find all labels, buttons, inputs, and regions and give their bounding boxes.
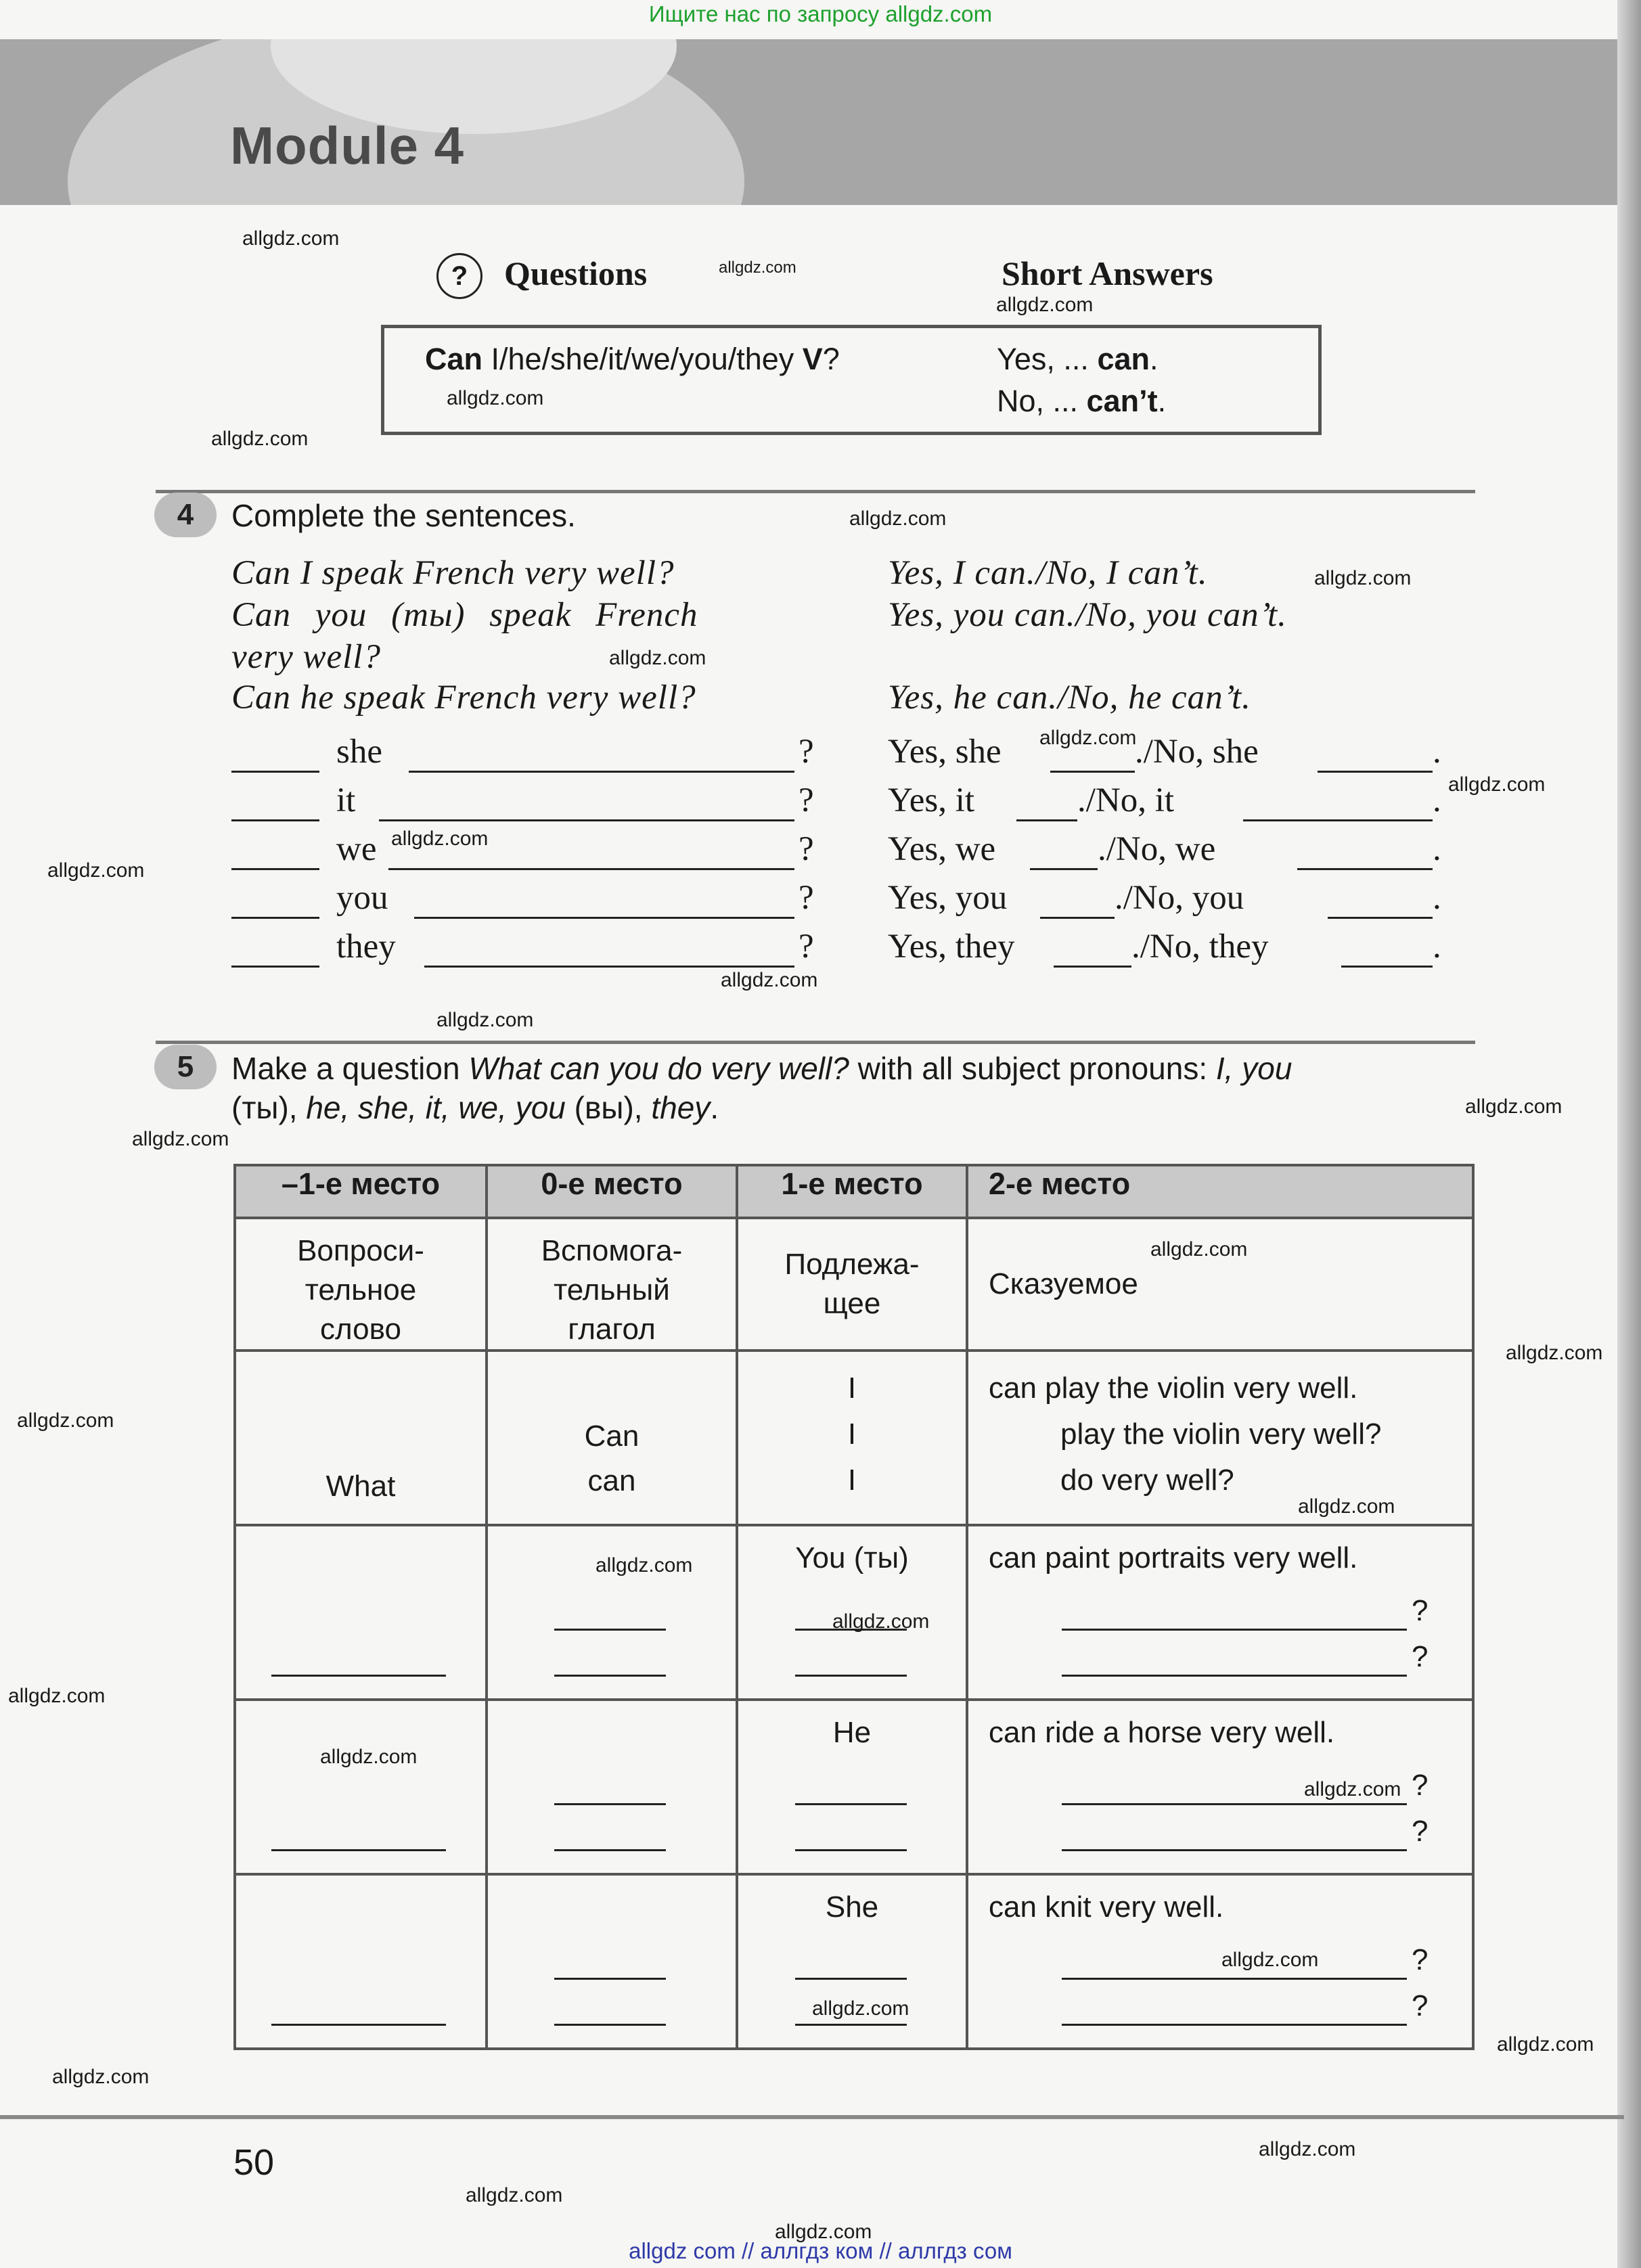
row3-auxiliary xyxy=(487,1700,737,1874)
header-cell: –1-е место xyxy=(235,1165,487,1218)
blank-line[interactable] xyxy=(795,2023,907,2026)
blank-line[interactable] xyxy=(409,770,794,773)
row4-predicate: can knit very well. ? ? xyxy=(967,1874,1473,2049)
blank-line[interactable] xyxy=(1318,770,1433,773)
blank-line[interactable] xyxy=(1243,819,1433,821)
blank-line[interactable] xyxy=(271,2023,446,2026)
short-answer-no: No, ... can’t. xyxy=(997,384,1167,418)
section-divider xyxy=(156,490,1475,493)
watermark: allgdz.com xyxy=(132,1128,229,1150)
blank-line[interactable] xyxy=(379,819,794,821)
example-answer-1: Yes, I can./No, I can’t. xyxy=(888,554,1208,592)
exercise-5-instruction: Make a question What can you do very well? with all subject pronouns: I, you (ты), he, she, it, we, you (вы), they. xyxy=(231,1051,1292,1125)
header-cell: 2-е место xyxy=(967,1165,1473,1218)
watermark: allgdz.com xyxy=(719,258,796,277)
page-number: 50 xyxy=(233,2142,275,2183)
watermark: allgdz.com xyxy=(1298,1495,1395,1518)
blank-line[interactable] xyxy=(1054,965,1131,968)
blank-line[interactable] xyxy=(231,965,319,968)
blank-line[interactable] xyxy=(1062,1628,1407,1631)
exercise-number-4: 4 xyxy=(154,493,217,537)
blank-line[interactable] xyxy=(388,867,794,870)
header-cell: 0-е место xyxy=(487,1165,737,1218)
row1-auxiliary: Can can xyxy=(487,1351,737,1525)
fill-row-you: you ? Yes, you ./No, you . xyxy=(231,878,1470,927)
watermark: allgdz.com xyxy=(1039,727,1137,749)
row4-subject: She xyxy=(737,1874,967,2049)
watermark: allgdz.com xyxy=(996,294,1094,316)
short-answers-heading: Short Answers xyxy=(1002,254,1213,292)
row3-subject: He xyxy=(737,1700,967,1874)
row1-question-word: What xyxy=(235,1351,487,1525)
watermark: allgdz.com xyxy=(1304,1778,1401,1800)
watermark: allgdz.com xyxy=(47,859,145,882)
fill-row-she: she ? Yes, she ./No, she . xyxy=(231,732,1470,781)
watermark: allgdz.com xyxy=(447,387,544,409)
question-mark-icon: ? xyxy=(436,253,482,299)
watermark: allgdz.com xyxy=(436,1009,534,1031)
example-question-2-cont: very well? xyxy=(231,638,381,676)
watermark: allgdz.com xyxy=(1150,1238,1248,1261)
blank-line[interactable] xyxy=(795,1802,907,1805)
watermark: allgdz.com xyxy=(812,1997,909,2020)
watermark: allgdz.com xyxy=(1497,2033,1594,2056)
row1-predicate: can play the violin very well. play the violin very well? do very well? xyxy=(967,1351,1473,1525)
blank-line[interactable] xyxy=(231,819,319,821)
watermark: allgdz.com xyxy=(1465,1095,1563,1118)
blank-line[interactable] xyxy=(554,1977,666,1980)
watermark: allgdz.com xyxy=(849,507,947,530)
example-answer-2: Yes, you can./No, you can’t. xyxy=(888,596,1287,634)
blank-line[interactable] xyxy=(1062,2023,1407,2026)
blank-line[interactable] xyxy=(1341,965,1433,968)
row3-question-word xyxy=(235,1700,487,1874)
row4-question-word xyxy=(235,1874,487,2049)
example-question-3: Can he speak French very well? xyxy=(231,679,696,717)
row4-auxiliary xyxy=(487,1874,737,2049)
watermark: allgdz.com xyxy=(17,1409,114,1432)
blank-line[interactable] xyxy=(554,2023,666,2026)
footer-divider xyxy=(0,2115,1624,2119)
row1-subject: I I I xyxy=(737,1351,967,1525)
questions-heading: Questions xyxy=(504,254,648,292)
blank-line[interactable] xyxy=(795,1674,907,1677)
blank-line[interactable] xyxy=(1328,916,1433,919)
subheader-auxiliary: Вспомога- тельный глагол xyxy=(487,1218,737,1351)
subheader-subject: Подлежа- щее xyxy=(737,1218,967,1351)
subheader-predicate: Сказуемое xyxy=(967,1218,1473,1351)
fill-row-it: it ? Yes, it ./No, it . xyxy=(231,781,1470,830)
blank-line[interactable] xyxy=(424,965,794,968)
question-pattern: Can I/he/she/it/we/you/they V? xyxy=(425,342,840,376)
blank-line[interactable] xyxy=(1016,819,1077,821)
section-divider xyxy=(156,1041,1475,1044)
watermark: allgdz.com xyxy=(609,647,706,669)
example-question-2: Can you (ты) speak French xyxy=(231,596,698,634)
blank-line[interactable] xyxy=(554,1849,666,1851)
blank-line[interactable] xyxy=(554,1628,666,1631)
short-answer-yes: Yes, ... can. xyxy=(997,342,1159,376)
watermark: allgdz.com xyxy=(775,2221,872,2243)
fill-row-we: we ? Yes, we ./No, we . xyxy=(231,830,1470,878)
blank-line[interactable] xyxy=(1062,1849,1407,1851)
exercise-4-instruction: Complete the sentences. xyxy=(231,498,576,533)
row2-question-word xyxy=(235,1525,487,1700)
blank-line[interactable] xyxy=(1062,1674,1407,1677)
watermark: allgdz.com xyxy=(721,969,818,991)
watermark: allgdz.com xyxy=(466,2184,563,2206)
blank-line[interactable] xyxy=(795,1849,907,1851)
watermark: allgdz.com xyxy=(1506,1342,1603,1364)
example-question-1: Can I speak French very well? xyxy=(231,554,675,592)
blank-line[interactable] xyxy=(414,916,794,919)
blank-line[interactable] xyxy=(795,1977,907,1980)
bottom-site-links[interactable]: allgdz com // аллгдз ком // аллгдз сом xyxy=(629,2238,1012,2263)
watermark: allgdz.com xyxy=(1221,1949,1319,1971)
watermark: allgdz.com xyxy=(320,1746,418,1768)
example-answer-3: Yes, he can./No, he can’t. xyxy=(888,679,1251,717)
blank-line[interactable] xyxy=(1297,867,1433,870)
blank-line[interactable] xyxy=(231,867,319,870)
blank-line[interactable] xyxy=(1062,1802,1407,1805)
blank-line[interactable] xyxy=(1062,1977,1407,1980)
watermark: allgdz.com xyxy=(391,827,489,850)
watermark: allgdz.com xyxy=(595,1554,693,1577)
watermark: allgdz.com xyxy=(1314,567,1412,589)
header-cell: 1-е место xyxy=(737,1165,967,1218)
exercise-number-5: 5 xyxy=(154,1045,217,1089)
page-binding-shadow xyxy=(1617,0,1641,2268)
fill-row-they: they ? Yes, they ./No, they . xyxy=(231,927,1470,976)
row3-predicate: can ride a horse very well. ? ? xyxy=(967,1700,1473,1874)
watermark: allgdz.com xyxy=(1448,773,1546,796)
blank-line[interactable] xyxy=(554,1674,666,1677)
blank-line[interactable] xyxy=(231,770,319,773)
blank-line[interactable] xyxy=(1050,770,1135,773)
row2-auxiliary xyxy=(487,1525,737,1700)
watermark: allgdz.com xyxy=(211,428,309,450)
blank-line[interactable] xyxy=(271,1849,446,1851)
watermark: allgdz.com xyxy=(242,227,340,250)
module-title: Module 4 xyxy=(230,116,465,175)
blank-line[interactable] xyxy=(554,1802,666,1805)
blank-line[interactable] xyxy=(1040,916,1115,919)
watermark: allgdz.com xyxy=(832,1610,930,1633)
row2-predicate: can paint portraits very well. ? ? xyxy=(967,1525,1473,1700)
word-order-table xyxy=(233,1164,1475,2050)
blank-line[interactable] xyxy=(271,1674,446,1677)
row2-subject: You (ты) xyxy=(737,1525,967,1700)
watermark: allgdz.com xyxy=(8,1685,106,1707)
watermark: allgdz.com xyxy=(1259,2138,1356,2160)
watermark: allgdz.com xyxy=(52,2066,150,2088)
top-site-link[interactable]: Ищите нас по запросу allgdz.com xyxy=(648,1,993,26)
blank-line[interactable] xyxy=(1030,867,1098,870)
grammar-box xyxy=(381,325,1322,435)
subheader-question-word: Вопроси- тельное слово xyxy=(235,1218,487,1351)
blank-line[interactable] xyxy=(231,916,319,919)
